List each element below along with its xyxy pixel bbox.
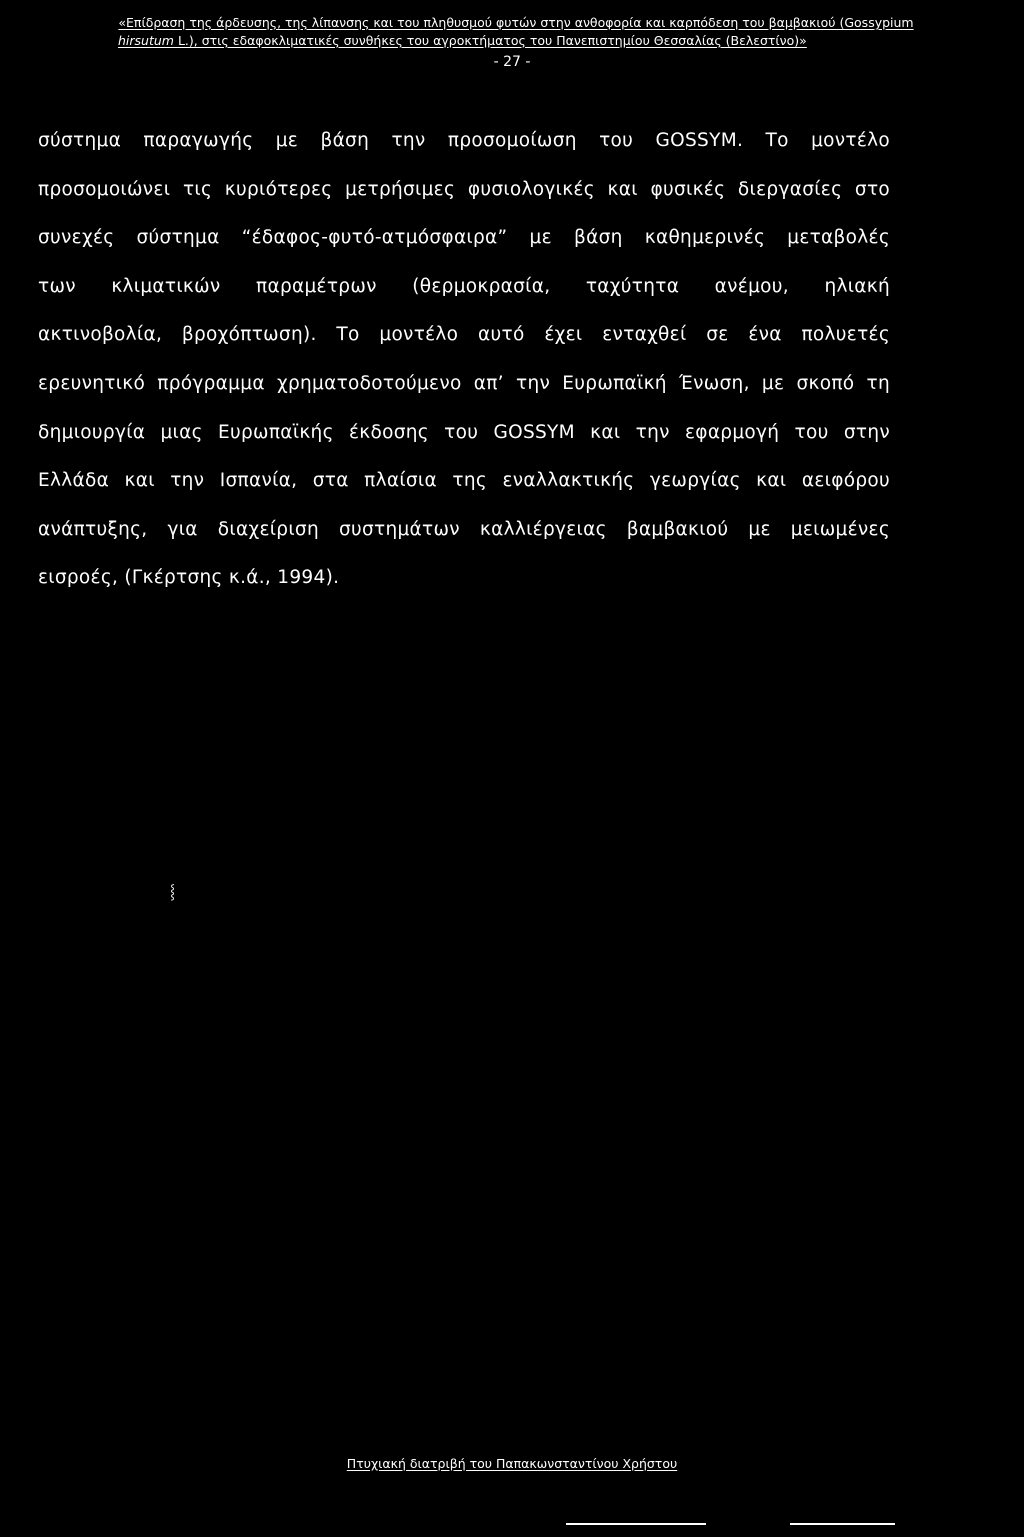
stray-mark: ⸾ (170, 884, 176, 900)
header-italic-term: hirsutum (118, 33, 174, 48)
footer (0, 1456, 1024, 1471)
body-line: δημιουργία μιας Ευρωπαϊκής έκδοσης του GOSSYM και την εφαρμογή του στην (38, 421, 890, 443)
page-number: - 27 - (493, 54, 531, 70)
footer-rule (566, 1523, 706, 1525)
body-line: συνεχές σύστημα “έδαφος-φυτό-ατμόσφαιρα” με βάση καθημερινές μεταβολές (38, 227, 890, 249)
body-paragraph (38, 117, 890, 603)
body-line: ερευνητικό πρόγραμμα χρηματοδοτούμενο απ’ την Ευρωπαϊκή Ένωση, με σκοπό τη (38, 372, 890, 394)
header-line-2 (0, 32, 1024, 50)
header-line-1: «Επίδραση της άρδευσης, της λίπανσης και του πληθυσμού φυτών στην ανθοφορία και καρπόδεση του βαμβακιού (Gossypium (118, 15, 914, 30)
body-line: προσομοιώνει τις κυριότερες μετρήσιμες φυσιολογικές και φυσικές διεργασίες στο (38, 178, 890, 200)
body-line: σύστημα παραγωγής με βάση την προσομοίωση του GOSSYM. Το μοντέλο (38, 130, 890, 151)
body-line: ακτινοβολία, βροχόπτωση). Το μοντέλο αυτό έχει ενταχθεί σε ένα πολυετές (38, 324, 890, 346)
body-line: των κλιματικών παραμέτρων (θερμοκρασία, ταχύτητα ανέμου, ηλιακή (38, 275, 890, 297)
footer-rule (790, 1523, 895, 1525)
body-line: εισροές, (Γκέρτσης κ.ά., 1994). (38, 567, 340, 589)
header-line-2-rest: L.), στις εδαφοκλιματικές συνθήκες του αγροκτήματος του Πανεπιστημίου Θεσσαλίας (Βελεστίνο)» (173, 33, 807, 48)
body-line: ανάπτυξης, για διαχείριση συστημάτων καλλιέργειας βαμβακιού με μειωμένες (38, 518, 890, 540)
body-line: Ελλάδα και την Ισπανία, στα πλαίσια της εναλλακτικής γεωργίας και αειφόρου (38, 470, 890, 492)
footer-text: Πτυχιακή διατριβή του Παπακωνσταντίνου Χρήστου (346, 1456, 678, 1471)
running-header (0, 14, 1024, 50)
